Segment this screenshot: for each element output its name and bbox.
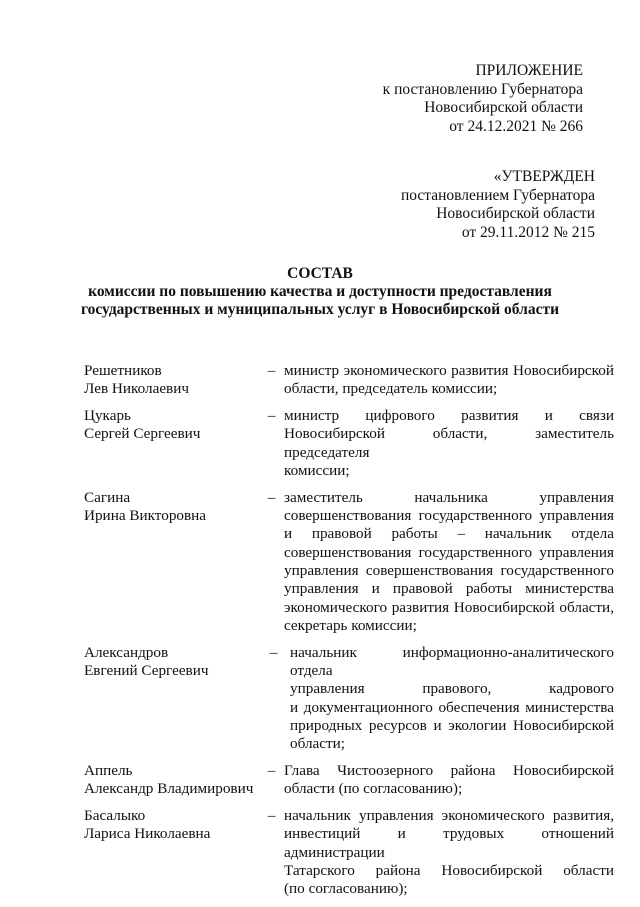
role-line: области (по согласованию);	[284, 780, 463, 798]
member-role	[284, 762, 614, 799]
member-role	[284, 489, 614, 635]
member-entry	[84, 762, 614, 799]
role-line: управления правового, кадрового	[290, 680, 614, 698]
member-given-names: Сергей Сергеевич	[84, 425, 201, 443]
commission-members-list	[84, 362, 614, 907]
document-heading	[0, 265, 640, 320]
role-line: и документационного обеспечения министерства	[290, 698, 614, 716]
member-given-names: Евгений Сергеевич	[84, 661, 209, 679]
member-entry	[84, 807, 614, 898]
role-line: начальник управления экономического развития,	[284, 807, 614, 825]
member-role	[284, 362, 614, 399]
member-name	[84, 489, 259, 635]
heading-subtitle-line: комиссии по повышению качества и доступности предоставления	[88, 283, 552, 301]
appendix-line: от 24.12.2021 № 266	[449, 118, 583, 136]
dash-separator: –	[267, 407, 276, 425]
role-line: секретарь комиссии;	[284, 616, 417, 634]
member-surname: Сагина	[84, 488, 131, 506]
approval-line: постановлением Губернатора	[400, 186, 595, 204]
role-line: Глава Чистоозерного района Новосибирской	[284, 761, 614, 779]
role-line: области, председатель комиссии;	[284, 380, 498, 398]
member-given-names: Лев Николаевич	[84, 380, 189, 398]
member-surname: Аппель	[84, 761, 133, 779]
member-role	[284, 407, 614, 480]
approval-stamp-block	[335, 168, 595, 243]
member-surname: Цукарь	[84, 407, 131, 425]
appendix-line: к постановлению Губернатора	[382, 80, 583, 98]
member-surname: Басалыко	[84, 807, 146, 825]
role-line: начальник информационно-аналитического отдела	[290, 643, 614, 679]
heading-title: СОСТАВ	[287, 265, 353, 282]
role-line: Новосибирской области, заместитель председателя	[284, 425, 614, 461]
member-name	[84, 644, 259, 754]
member-entry	[84, 644, 614, 754]
member-given-names: Лариса Николаевна	[84, 825, 211, 843]
role-line: и правовой работы – начальник отдела	[284, 525, 614, 543]
role-line: области;	[290, 735, 345, 753]
member-given-names: Ирина Викторовна	[84, 507, 207, 525]
approval-title: «УТВЕРЖДЕН	[493, 168, 595, 185]
member-name	[84, 762, 259, 799]
dash-separator: –	[267, 488, 276, 506]
member-role	[288, 644, 614, 754]
dash-separator: –	[267, 761, 276, 779]
role-line: министр цифрового развития и связи	[284, 407, 614, 425]
heading-subtitle-line: государственных и муниципальных услуг в Новосибирской области	[80, 301, 560, 319]
role-line: заместитель начальника управления	[284, 488, 614, 506]
approval-line: от 29.11.2012 № 215	[461, 224, 595, 242]
dash-separator: –	[267, 362, 276, 379]
approval-line: Новосибирской области	[436, 205, 595, 223]
role-line: управления и правовой работы министерства	[284, 580, 614, 598]
member-surname: Александров	[84, 643, 169, 661]
role-line: совершенствования государственного управления	[284, 507, 614, 525]
role-line: совершенствования государственного управления	[284, 543, 614, 561]
member-entry	[84, 489, 614, 635]
member-given-names: Александр Владимирович	[84, 780, 254, 798]
member-entry	[84, 362, 614, 399]
dash-separator: –	[269, 643, 278, 661]
role-line: инвестиций и трудовых отношений администрации	[284, 825, 614, 861]
role-line: управления совершенствования государственного	[284, 561, 614, 579]
appendix-block	[323, 62, 583, 137]
role-line: министр экономического развития Новосибирской	[284, 362, 614, 379]
appendix-title: ПРИЛОЖЕНИЕ	[475, 62, 583, 79]
member-role	[284, 807, 614, 898]
appendix-line: Новосибирской области	[424, 99, 583, 117]
role-line: Татарского района Новосибирской области	[284, 861, 614, 879]
member-entry	[84, 407, 614, 480]
role-line: комиссии;	[284, 461, 350, 479]
dash-separator: –	[267, 807, 276, 825]
member-name	[84, 362, 259, 399]
member-name	[84, 407, 259, 480]
role-line: природных ресурсов и экологии Новосибирской	[290, 716, 614, 734]
role-line: экономического развития Новосибирской области,	[284, 598, 614, 616]
member-surname: Решетников	[84, 362, 162, 379]
role-line: (по согласованию);	[284, 880, 408, 898]
member-name	[84, 807, 259, 898]
